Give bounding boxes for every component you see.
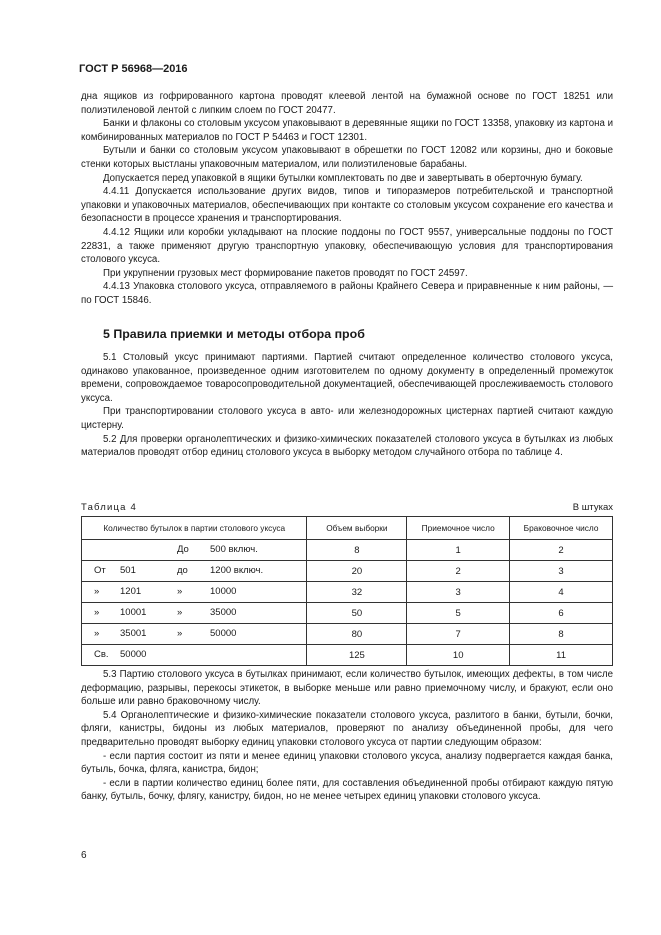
quantity-range: От 501 до 1200 включ. (82, 561, 307, 582)
table-row (82, 561, 613, 582)
rejection-number: 11 (510, 645, 613, 666)
header-rejection-number: Браковочное число (510, 517, 613, 540)
quantity-range: До 500 включ. (82, 540, 307, 561)
sample-size: 32 (307, 582, 407, 603)
table-4 (81, 516, 613, 666)
sample-size: 80 (307, 624, 407, 645)
acceptance-number: 3 (407, 582, 510, 603)
body-text-top (81, 90, 613, 460)
paragraph: 5.2 Для проверки органолептических и физико-химических показателей столового уксуса в бутылках из любых материалов проводят отбор единиц столового уксуса в выборку методом случайного отбора по таблице 4. (81, 433, 613, 459)
table-caption-row (81, 502, 613, 513)
paragraph: 5.4 Органолептические и физико-химические показатели столового уксуса, разлитого в банки, бутыли, бочки, фляги, канистры, бидоны из любых материалов, проверяют по анализу объединенной пробы, для чего предварительно проводят выборку единиц упаковки столового уксуса от партии следующим образом: (81, 709, 613, 748)
acceptance-number: 10 (407, 645, 510, 666)
acceptance-number: 7 (407, 624, 510, 645)
sample-size: 20 (307, 561, 407, 582)
paragraph: 4.4.11 Допускается использование других видов, типов и типоразмеров потребительской и транспортной упаковки и упаковочных материалов, обеспечивающих при контакте со столовым уксусом сохранение его качества и безопасности в процессе хранения и транспортирования. (81, 186, 613, 225)
sample-size: 50 (307, 603, 407, 624)
paragraph: 4.4.12 Ящики или коробки укладывают на плоские поддоны по ГОСТ 9557, универсальные поддоны по ГОСТ 22831, а также применяют другую транспортную упаковку, обеспечивающую условия для транспортирования столового уксуса. (81, 226, 613, 266)
rejection-number: 3 (510, 561, 613, 582)
header-quantity: Количество бутылок в партии столового уксуса (82, 517, 307, 540)
paragraph: Бутыли и банки со столовым уксусом упаковывают в обрешетки по ГОСТ 12082 или корзины, дно и боковые стенки которых выстланы упаковочным материалом, или полиэтиленовые барабаны. (81, 145, 613, 170)
rejection-number: 6 (510, 603, 613, 624)
table-units: В штуках (572, 502, 613, 513)
header-acceptance-number: Приемочное число (407, 517, 510, 540)
acceptance-number: 2 (407, 561, 510, 582)
rejection-number: 4 (510, 582, 613, 603)
paragraph: 4.4.13 Упаковка столового уксуса, отправляемого в районы Крайнего Севера и приравненные к ним районы, — по ГОСТ 15846. (81, 281, 613, 306)
paragraph: дна ящиков из гофрированного картона проводят клеевой лентой на бумажной основе по ГОСТ 18251 или полиэтиленовой лентой с липким слоем по ГОСТ 20477. (81, 91, 613, 116)
paragraph: При укрупнении грузовых мест формирование пакетов проводят по ГОСТ 24597. (103, 267, 468, 279)
paragraph: Допускается перед упаковкой в ящики бутылки комплектовать по две и завертывать в оберточную бумагу. (103, 172, 583, 184)
rejection-number: 8 (510, 624, 613, 645)
table-row (82, 540, 613, 561)
paragraph: Банки и флаконы со столовым уксусом упаковывают в деревянные ящики по ГОСТ 13358, упаковку из картона и комбинированных материалов по ГОСТ Р 54463 и ГОСТ 12301. (81, 118, 613, 143)
list-item: - если в партии количество единиц более пяти, для составления объединенной пробы отбирают каждую пятую банку, бутыль, бочку, флягу, канистру, бидон, но не менее четырех единиц упаковки столового уксуса. (81, 777, 613, 803)
rejection-number: 2 (510, 540, 613, 561)
table-row (82, 582, 613, 603)
paragraph: При транспортировании столового уксуса в авто- или железнодорожных цистернах партией считают каждую цистерну. (81, 406, 613, 432)
list-item: - если партия состоит из пяти и менее единиц упаковки столового уксуса, анализу подвергается каждая банка, бутыль, бочка, фляга, канистра, бидон; (81, 750, 613, 776)
paragraph: 5.3 Партию столового уксуса в бутылках принимают, если количество бутылок, имеющих дефекты, в том числе деформацию, разрывы, перекосы этикеток, в выборке меньше или равно приемочному числу, и бракуют, если оно больше или равно браковочному числу. (81, 669, 613, 708)
page-number: 6 (81, 850, 87, 861)
document-header: ГОСТ Р 56968—2016 (79, 63, 188, 75)
section-title: 5 Правила приемки и методы отбора проб (103, 326, 365, 341)
body-text-bottom (81, 668, 613, 804)
paragraph: 5.1 Столовый уксус принимают партиями. Партией считают определенное количество столового уксуса, одинаково упакованное, произведенное одним изготовителем по одному документу в определенный промежуток времени, сопровождаемое товаросопроводительной документацией, обеспечивающей прослеживаемость столового уксуса. (81, 352, 613, 404)
table-caption: Таблица 4 (81, 502, 137, 513)
acceptance-number: 1 (407, 540, 510, 561)
table-row (82, 645, 613, 666)
quantity-range: Св. 50000 (82, 645, 307, 666)
quantity-range: » 35001 » 50000 (82, 624, 307, 645)
table-row (82, 624, 613, 645)
quantity-range: » 1201 » 10000 (82, 582, 307, 603)
acceptance-number: 5 (407, 603, 510, 624)
header-sample-size: Объем выборки (307, 517, 407, 540)
sample-size: 8 (307, 540, 407, 561)
quantity-range: » 10001 » 35000 (82, 603, 307, 624)
table-header-row (82, 517, 613, 540)
table-row (82, 603, 613, 624)
sample-size: 125 (307, 645, 407, 666)
